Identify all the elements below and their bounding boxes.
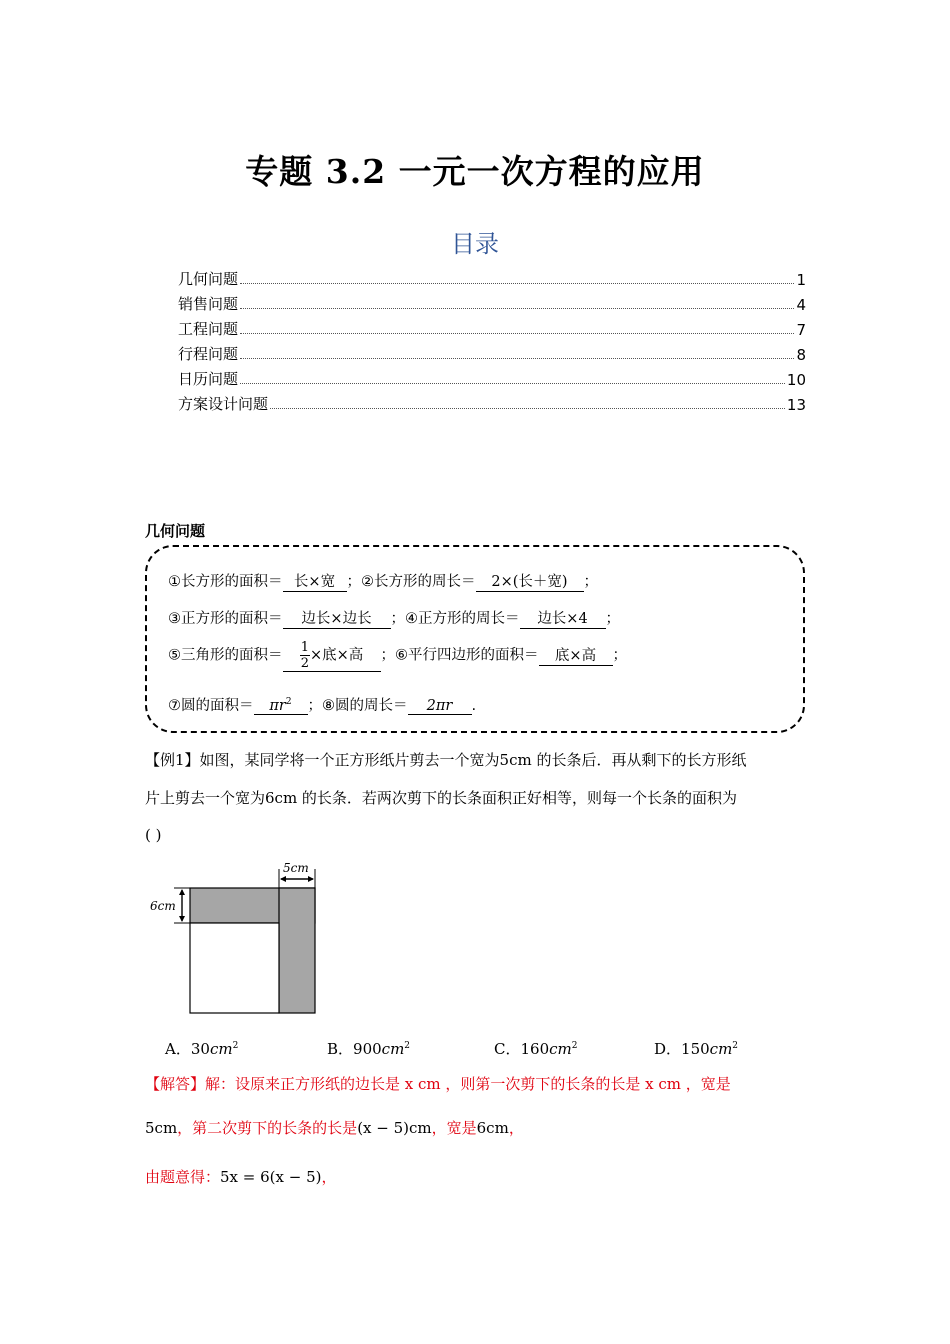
toc-dot-leader [240, 358, 794, 359]
formula-answer: 长×宽 [283, 570, 347, 592]
arrow-head [179, 916, 185, 922]
toc-entry-label: 工程问题 [178, 320, 239, 338]
toc-heading: 目录 [451, 230, 499, 258]
solution-line-1: 【解答】解：设原来正方形纸的边长是 x cm ，则第一次剪下的长条的长是 x cm ，宽是 [145, 1075, 731, 1093]
toc-dot-leader [270, 408, 785, 409]
formula-label: ；⑥平行四边形的面积＝ [380, 647, 539, 664]
arrow-head [308, 876, 314, 882]
toc-dot-leader [240, 283, 794, 284]
option-d[interactable]: D．$150cm^2$ [654, 1040, 739, 1058]
formula-separator: ； [583, 574, 598, 590]
toc-entry[interactable] [178, 367, 806, 389]
toc-entry-page: 13 [786, 396, 806, 414]
formula-line-2 [168, 607, 620, 629]
option-a[interactable]: A．$30cm^2$ [165, 1040, 239, 1058]
toc-entry[interactable] [178, 317, 806, 339]
formula-answer: 底×高 [539, 644, 613, 666]
formula-answer: 2πr [408, 698, 472, 715]
arrow-head [179, 889, 185, 895]
toc-entry-label: 几何问题 [178, 270, 239, 288]
arrow-head [280, 876, 286, 882]
formula-label: ③正方形的面积＝ [168, 611, 283, 627]
toc-dot-leader [240, 383, 785, 384]
toc-entry[interactable] [178, 342, 806, 364]
page-title: 专题 3.2 一元一次方程的应用 [245, 152, 705, 191]
example-line-3: ( ) [145, 826, 162, 844]
formula-line-4 [168, 694, 476, 715]
formula-label: ；④正方形的周长＝ [390, 611, 520, 627]
toc-entry-label: 行程问题 [178, 345, 239, 363]
formula-label: ；②长方形的周长＝ [346, 574, 476, 590]
formula-label: ；⑧圆的周长＝ [307, 698, 408, 714]
formula-end: . [471, 698, 477, 714]
formula-answer: 2×(长＋宽) [476, 570, 584, 592]
toc-dot-leader [240, 333, 794, 334]
fraction: $\frac{1}{2}$ [300, 640, 309, 671]
remaining-square [190, 923, 279, 1013]
toc-entry-label: 方案设计问题 [178, 395, 269, 413]
toc-entry-page: 1 [796, 271, 806, 289]
section-heading: 几何问题 [145, 522, 206, 540]
solution-line-3: 由题意得：5x = 6(x − 5)， [145, 1168, 337, 1186]
formula-label: ⑦圆的面积＝ [168, 698, 254, 714]
formula-separator: ； [605, 611, 620, 627]
toc-dot-leader [240, 308, 794, 309]
toc-entry[interactable] [178, 267, 806, 289]
formula-answer: 边长×4 [520, 607, 606, 629]
toc-entry[interactable] [178, 392, 806, 414]
formula-label: ⑤三角形的面积＝ [168, 647, 283, 664]
example-tag: 【例1】 [145, 751, 200, 769]
formula-line-3 [168, 640, 627, 672]
toc-entry-label: 日历问题 [178, 370, 239, 388]
example-line-2: 片上剪去一个宽为6cm 的长条．若两次剪下的长条面积正好相等，则每一个长条的面积为 [145, 789, 737, 807]
formula-answer: $\frac{1}{2}$ ×底×高 [283, 640, 381, 672]
solution-tag: 【解答】 [145, 1075, 206, 1093]
option-c[interactable]: C．$160cm^2$ [494, 1040, 578, 1058]
toc-entry-page: 7 [796, 321, 806, 339]
toc-entry[interactable] [178, 292, 806, 314]
toc-entry-page: 8 [796, 346, 806, 364]
right-strip [279, 888, 315, 1013]
figure-label-top: 5cm [283, 861, 309, 875]
formula-label: ①长方形的面积＝ [168, 574, 283, 590]
toc-entry-page: 4 [796, 296, 806, 314]
formula-answer: 边长×边长 [283, 607, 391, 629]
example-line-1: 【例1】如图，某同学将一个正方形纸片剪去一个宽为5cm 的长条后．再从剩下的长方形纸 [145, 751, 747, 769]
solution-line-2: 5cm，第二次剪下的长条的长是(x − 5)cm，宽是6cm， [145, 1119, 524, 1137]
toc-entry-page: 10 [786, 371, 806, 389]
formula-answer: $\pi r^2$ [254, 697, 308, 715]
figure-label-left: 6cm [150, 899, 176, 913]
formula-line-1 [168, 570, 598, 592]
option-b[interactable]: B．$900cm^2$ [327, 1040, 411, 1058]
toc-entry-label: 销售问题 [178, 295, 239, 313]
formula-separator: ； [612, 647, 627, 664]
square-figure [140, 855, 330, 1020]
